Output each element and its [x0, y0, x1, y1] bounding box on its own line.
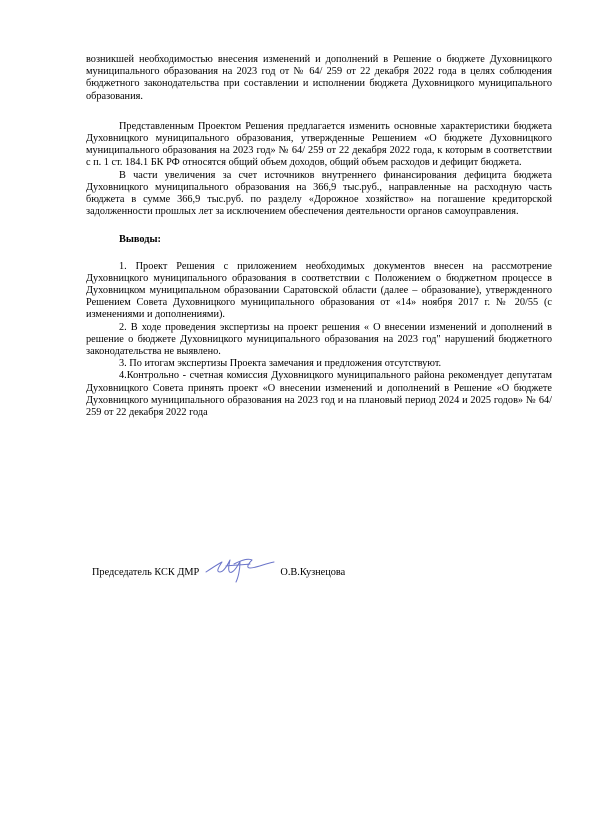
- handwritten-signature: [204, 550, 276, 584]
- document-body: [86, 54, 552, 419]
- conclusion-item-2: 2. В ходе проведения экспертизы на проект решения « О внесении изменений и дополнений в решение о бюджете Духовницкого муниципального образования на 2023 год" нарушений бюджетного законодательства не выявлено.: [86, 321, 552, 358]
- signature-block: [92, 560, 512, 584]
- intro-paragraph: возникшей необходимостью внесения изменений и дополнений в Решение о бюджете Духовницкого муниципального образования на 2023 год от № 64/ 259 от 22 декабря 2022 года в целях соблюдения бюджетного законодательства при составлении и исполнении бюджета Духовницкого муниципального образования.: [86, 54, 552, 102]
- conclusions-heading: Выводы:: [119, 234, 161, 246]
- deficit-paragraph: В части увеличения за счет источников внутреннего финансирования дефицита бюджета Духовницкого муниципального образования на 366,9 тыс.руб., направленные на расходную часть бюджета в сумме 366,9 тыс.руб. по разделу «Дорожное хозяйство» на погашение кредиторской задолженности прошлых лет за исключением обеспечения деятельности органов самоуправления.: [86, 169, 552, 218]
- conclusion-item-1: 1. Проект Решения с приложением необходимых документов внесен на рассмотрение Духовницкого муниципального образования в соответствии с Положением о бюджетном процессе в Духовницком муниципальном образовании Саратовской области (далее – образование), утвержденного Решением Совета Духовницкого муниципального образования от «14» ноября 2017 г. № 20/55 (с изменениями и дополнениями).: [86, 260, 552, 321]
- characteristics-paragraph: Представленным Проектом Решения предлагается изменить основные характеристики бюджета Духовницкого муниципального образования, утвержденные Решением «О бюджете Духовницкого муниципального образования на 2023 год» № 64/ 259 от 22 декабря 2022 года, к которым в соответствии с п. 1 ст. 184.1 БК РФ относятся общий объем доходов, общий объем расходов и дефицит бюджета.: [86, 120, 552, 169]
- signer-name: О.В.Кузнецова: [280, 566, 346, 578]
- conclusion-item-4: 4.Контрольно - счетная комиссия Духовницкого муниципального района рекомендует депутатам Духовницкого Совета принять проект «О внесении изменений и дополнений в Решение «О бюджете Духовницкого муниципального образования на 2023 год и на плановый период 2024 и 2025 годов» № 64/ 259 от 22 декабря 2022 года: [86, 370, 552, 419]
- signer-position: Председатель КСК ДМР: [92, 566, 200, 578]
- conclusion-item-3: 3. По итогам экспертизы Проекта замечания и предложения отсутствуют.: [119, 358, 442, 370]
